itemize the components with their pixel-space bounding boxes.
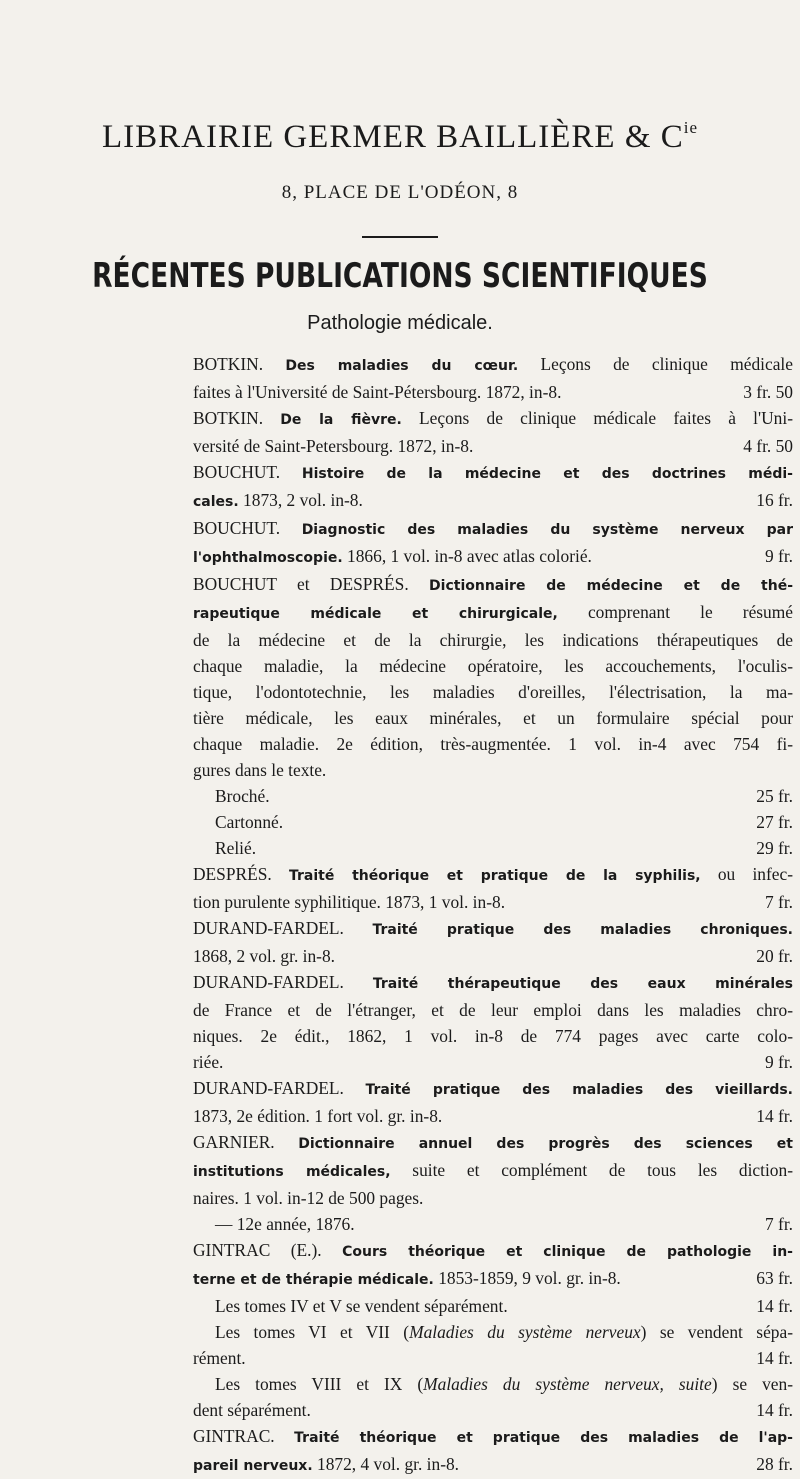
entry-line: [193, 599, 793, 627]
entry-sub-line: [193, 1211, 793, 1237]
italic-title: Maladies du système nerveux, suite: [423, 1374, 712, 1394]
catalog-entry: [193, 861, 793, 915]
entry-text: Cartonné.: [215, 812, 284, 832]
divider: [362, 236, 438, 238]
entry-author: DURAND-FARDEL.: [193, 918, 373, 938]
entry-author: BOTKIN.: [193, 408, 281, 428]
entry-price-line: [193, 1451, 793, 1479]
entry-text: terne et de thérapie médicale. 1853-1859, 9 vol. gr. in-8.: [193, 1268, 621, 1288]
italic-title: Maladies du système nerveux: [409, 1322, 641, 1342]
entry-title: Des maladies du cœur.: [285, 358, 519, 374]
entry-title: rapeutique médicale et chirurgicale,: [193, 606, 558, 622]
entry-text: rément.: [193, 1348, 246, 1368]
catalog-entry: [193, 459, 793, 515]
entry-line: [193, 459, 793, 487]
entry-text: — 12e année, 1876.: [215, 1214, 355, 1234]
entry-title: Traité pratique des maladies chroniques.: [372, 922, 793, 938]
entry-title: Diagnostic des maladies du système nerveux par: [301, 522, 794, 538]
entry-text: l'ophthalmoscopie. 1866, 1 vol. in-8 avec atlas colorié.: [193, 546, 592, 566]
entry-author: DURAND-FARDEL.: [193, 1078, 366, 1098]
entry-title: Traité thérapeutique des eaux minérales: [372, 976, 793, 992]
entry-author: BOTKIN.: [193, 354, 286, 374]
catalog-entry: [193, 969, 793, 1075]
entry-line: tière médicale, les eaux minérales, et un formulaire spécial pour: [193, 708, 793, 728]
publisher-address: 8, PLACE DE L'ODÉON, 8: [281, 182, 519, 203]
entry-title: Dictionnaire annuel des progrès des sciences et: [298, 1136, 793, 1152]
entry-sub-line: [193, 809, 793, 835]
entry-line: [193, 351, 793, 379]
entry-title: cales.: [193, 494, 239, 510]
entry-price: 14 fr.: [756, 1348, 793, 1368]
entry-sub-line: [193, 1293, 793, 1319]
catalog-entry: [193, 515, 793, 571]
page-title: RÉCENTES PUBLICATIONS SCIENTIFIQUES: [92, 256, 708, 296]
entry-price: 14 fr.: [756, 1106, 793, 1126]
entry-price: 9 fr.: [764, 1052, 793, 1072]
entry-price: 7 fr.: [764, 892, 793, 912]
entry-price-line: [193, 487, 793, 515]
entry-price-line: [193, 1397, 793, 1423]
entry-price: 28 fr.: [756, 1454, 793, 1474]
entry-line: [193, 571, 793, 599]
entry-text: 1868, 2 vol. gr. in-8.: [193, 946, 336, 966]
entry-title: Histoire de la médecine et des doctrines médi-: [301, 466, 793, 482]
entry-line: niques. 2e édit., 1862, 1 vol. in-8 de 774 pages avec carte colo-: [193, 1026, 793, 1046]
entry-line: de la médecine et de la chirurgie, les indications thérapeutiques de: [193, 630, 793, 650]
entry-author: GINTRAC.: [193, 1426, 295, 1446]
entry-title: Cours théorique et clinique de pathologie in-: [342, 1244, 793, 1260]
entry-line: Les tomes VIII et IX (Maladies du système nerveux, suite) se ven-: [215, 1374, 793, 1394]
entry-price-line: [193, 1345, 793, 1371]
entry-text: cales. 1873, 2 vol. in-8.: [193, 490, 363, 510]
entry-text: comprenant le résumé: [557, 602, 793, 622]
entry-text: versité de Saint-Petersbourg. 1872, in-8.: [193, 436, 474, 456]
entry-author: GARNIER.: [193, 1132, 299, 1152]
entry-line: gures dans le texte.: [193, 760, 327, 780]
entry-price-line: [193, 433, 793, 459]
entry-text: Relié.: [215, 838, 257, 858]
entry-price: 25 fr.: [756, 786, 793, 806]
entry-line: chaque maladie. 2e édition, très-augmentée. 1 vol. in-4 avec 754 fi-: [193, 734, 793, 754]
entry-title: pareil nerveux.: [193, 1458, 313, 1474]
entry-author: BOUCHUT et DESPRÉS.: [193, 574, 430, 594]
entry-line: naires. 1 vol. in-12 de 500 pages.: [193, 1188, 424, 1208]
entry-line: [193, 915, 793, 943]
entry-price-line: [193, 543, 793, 571]
entry-price: 9 fr.: [764, 546, 793, 566]
entry-line: [193, 861, 793, 889]
entry-text: suite et complément de tous les diction-: [390, 1160, 793, 1180]
entry-text: riée.: [193, 1052, 224, 1072]
entry-price-line: [193, 1103, 793, 1129]
entry-line: [193, 1129, 793, 1157]
entry-line: tique, l'odontotechnie, les maladies d'oreilles, l'électrisation, la ma-: [193, 682, 793, 702]
publisher-name: LIBRAIRIE GERMER BAILLIÈRE & $C^{ie}$: [101, 118, 699, 155]
entry-price: 27 fr.: [756, 812, 793, 832]
entry-text: pareil nerveux. 1872, 4 vol. gr. in-8.: [193, 1454, 460, 1474]
entry-price-line: [193, 1265, 793, 1293]
entry-price: 7 fr.: [764, 1214, 793, 1234]
entry-text: Leçons de clinique médicale faites à l'Uni-: [401, 408, 794, 428]
catalog-entry: [193, 1129, 793, 1237]
entry-sub-line: [193, 835, 793, 861]
entry-author: DURAND-FARDEL.: [193, 972, 373, 992]
entry-price: 14 fr.: [756, 1296, 793, 1316]
catalog-entry: [193, 1237, 793, 1423]
entry-line: de France et de l'étranger, et de leur emploi dans les maladies chro-: [193, 1000, 793, 1020]
entry-author: DESPRÉS.: [193, 864, 289, 884]
entry-title: l'ophthalmoscopie.: [193, 550, 343, 566]
entry-price-line: [193, 379, 793, 405]
catalog-entry: [193, 571, 793, 861]
entry-price: 3 fr. 50: [743, 382, 793, 402]
entry-author: BOUCHUT.: [193, 462, 302, 482]
entry-sub-line: [193, 783, 793, 809]
entry-text: faites à l'Université de Saint-Pétersbourg. 1872, in-8.: [193, 382, 562, 402]
entry-price: 63 fr.: [756, 1268, 793, 1288]
catalog-entry: [193, 915, 793, 969]
catalog-entry: [193, 405, 793, 459]
entry-line: Les tomes VI et VII (Maladies du système nerveux) se vendent sépa-: [215, 1322, 793, 1342]
entry-line: chaque maladie, la médecine opératoire, les accouchements, l'oculis-: [193, 656, 793, 676]
entry-price: 16 fr.: [756, 490, 793, 510]
entry-line: [193, 969, 793, 997]
entry-line: [193, 405, 793, 433]
entry-line: [193, 1423, 793, 1451]
entries-list: [193, 351, 793, 1479]
entry-author: BOUCHUT.: [193, 518, 302, 538]
section-heading: Pathologie médicale.: [307, 312, 493, 334]
entry-line: [193, 1157, 793, 1185]
entry-text: 1873, 2e édition. 1 fort vol. gr. in-8.: [193, 1106, 443, 1126]
entry-title: terne et de thérapie médicale.: [193, 1272, 434, 1288]
entry-title: institutions médicales,: [193, 1164, 391, 1180]
entry-line: [193, 1237, 793, 1265]
entry-title: Traité pratique des maladies des vieillards.: [365, 1082, 793, 1098]
entry-title: Dictionnaire de médecine et de thé-: [429, 578, 794, 594]
entry-price-line: [193, 943, 793, 969]
entry-text: Broché.: [215, 786, 270, 806]
entry-price: 4 fr. 50: [743, 436, 793, 456]
entry-line: [193, 515, 793, 543]
entry-price: 29 fr.: [756, 838, 793, 858]
entry-text: ou infec-: [700, 864, 793, 884]
entry-author: GINTRAC (E.).: [193, 1240, 343, 1260]
catalog-entry: [193, 1075, 793, 1129]
entry-title: Traité théorique et pratique des maladies de l'ap-: [294, 1430, 793, 1446]
entry-text: tion purulente syphilitique. 1873, 1 vol. in-8.: [193, 892, 506, 912]
entry-title: De la fièvre.: [280, 412, 402, 428]
entry-text: Les tomes IV et V se vendent séparément.: [215, 1296, 508, 1316]
entry-price-line: [193, 1049, 793, 1075]
entry-price: 20 fr.: [756, 946, 793, 966]
catalog-entry: [193, 1423, 793, 1479]
entry-price: 14 fr.: [756, 1400, 793, 1420]
entry-text: Leçons de clinique médicale: [518, 354, 793, 374]
catalog-entry: [193, 351, 793, 405]
entry-title: Traité théorique et pratique de la syphilis,: [289, 868, 701, 884]
entry-line: [193, 1075, 793, 1103]
entry-text: dent séparément.: [193, 1400, 311, 1420]
entry-price-line: [193, 889, 793, 915]
